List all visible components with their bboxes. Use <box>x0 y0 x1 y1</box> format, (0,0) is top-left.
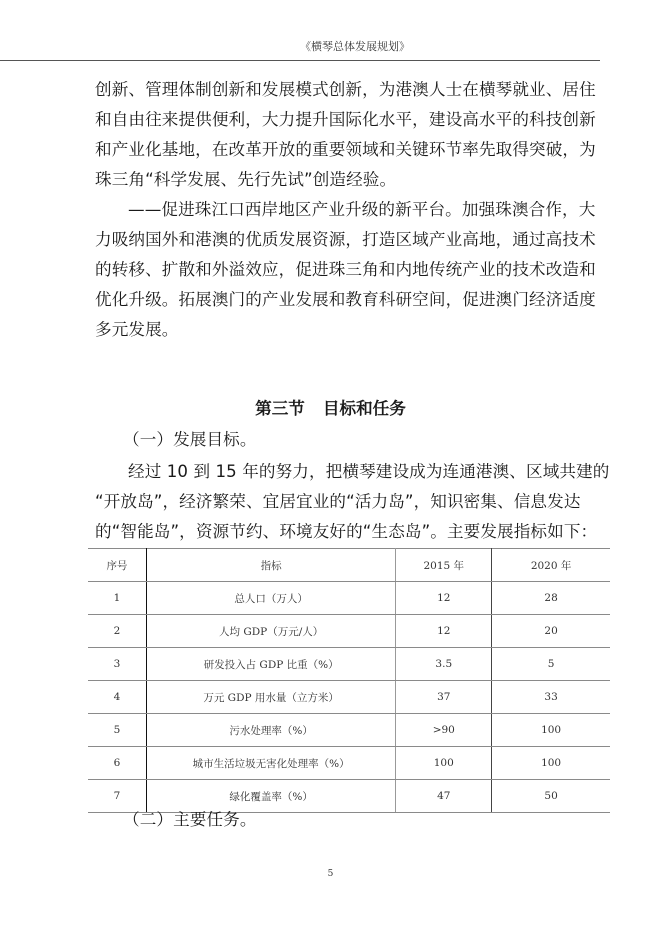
section-name: 目标和任务 <box>322 399 406 418</box>
text-line: 力吸纳国外和港澳的优质发展资源，打造区域产业高地，通过高技术 <box>95 230 596 249</box>
cell-indicator: 绿化覆盖率（%） <box>146 780 395 813</box>
text-line: 珠三角“科学发展、先行先试”创造经验。 <box>95 170 397 189</box>
page-number: 5 <box>327 869 334 879</box>
cell-2015: 37 <box>396 681 492 714</box>
text-line: 创新、管理体制创新和发展模式创新，为港澳人士在横琴就业、居住 <box>95 80 596 99</box>
table-header-row <box>88 549 610 582</box>
table-row <box>88 582 610 615</box>
table-row <box>88 714 610 747</box>
text-line: 优化升级。拓展澳门的产业发展和教育科研空间，促进澳门经济适度 <box>95 290 596 309</box>
table-row <box>88 681 610 714</box>
cell-serial: 1 <box>88 582 146 615</box>
cell-2020: 28 <box>492 582 610 615</box>
cell-2015: 3.5 <box>396 648 492 681</box>
text-line: 多元发展。 <box>95 320 179 339</box>
cell-serial: 7 <box>88 780 146 813</box>
subheading-goals <box>95 425 608 455</box>
section-number: 第三节 <box>255 399 305 418</box>
cell-serial: 4 <box>88 681 146 714</box>
subheading-text: （二）主要任务。 <box>123 810 257 829</box>
cell-2020: 5 <box>492 648 610 681</box>
cell-serial: 6 <box>88 747 146 780</box>
cell-indicator: 总人口（万人） <box>146 582 395 615</box>
cell-2020: 50 <box>492 780 610 813</box>
table-row <box>88 747 610 780</box>
cell-indicator: 人均 GDP（万元/人） <box>146 615 395 648</box>
cell-2015: 100 <box>396 747 492 780</box>
cell-2015: 12 <box>396 615 492 648</box>
header-2020: 2020 年 <box>492 549 610 582</box>
cell-serial: 2 <box>88 615 146 648</box>
subheading-tasks <box>95 805 608 835</box>
cell-indicator: 万元 GDP 用水量（立方米） <box>146 681 395 714</box>
cell-serial: 5 <box>88 714 146 747</box>
section-title <box>0 395 661 419</box>
text-line: 的“智能岛”，资源节约、环境友好的“生态岛”。主要发展指标如下： <box>95 522 598 541</box>
paragraph-goals <box>95 457 608 547</box>
header-indicator: 指标 <box>146 549 395 582</box>
paragraph-innovation <box>95 75 608 195</box>
cell-serial: 3 <box>88 648 146 681</box>
cell-2020: 20 <box>492 615 610 648</box>
cell-indicator: 研发投入占 GDP 比重（%） <box>146 648 395 681</box>
cell-2015: >90 <box>396 714 492 747</box>
text-line: 和自由往来提供便利，大力提升国际化水平，建设高水平的科技创新 <box>95 110 596 129</box>
cell-2020: 100 <box>492 714 610 747</box>
text-line: 经过 10 到 15 年的努力，把横琴建设成为连通港澳、区域共建的 <box>128 462 610 481</box>
cell-indicator: 城市生活垃圾无害化处理率（%） <box>146 747 395 780</box>
table-row <box>88 648 610 681</box>
text-line: “开放岛”，经济繁荣、宜居宜业的“活力岛”，知识密集、信息发达 <box>95 492 581 511</box>
development-indicators-table <box>88 548 610 813</box>
header-rule <box>0 60 600 61</box>
running-header-title: 《横琴总体发展规划》 <box>300 40 410 53</box>
cell-indicator: 污水处理率（%） <box>146 714 395 747</box>
text-line: 的转移、扩散和外溢效应，促进珠三角和内地传统产业的技术改造和 <box>95 260 596 279</box>
cell-2020: 100 <box>492 747 610 780</box>
text-line: 和产业化基地，在改革开放的重要领域和关键环节率先取得突破，为 <box>95 140 596 159</box>
header-serial: 序号 <box>88 549 146 582</box>
cell-2015: 12 <box>396 582 492 615</box>
table-row <box>88 615 610 648</box>
subheading-text: （一）发展目标。 <box>123 430 257 449</box>
text-line: ——促进珠江口西岸地区产业升级的新平台。加强珠澳合作，大 <box>128 200 596 219</box>
cell-2020: 33 <box>492 681 610 714</box>
cell-2015: 47 <box>396 780 492 813</box>
header-2015: 2015 年 <box>396 549 492 582</box>
paragraph-industrial-upgrade <box>95 195 608 345</box>
